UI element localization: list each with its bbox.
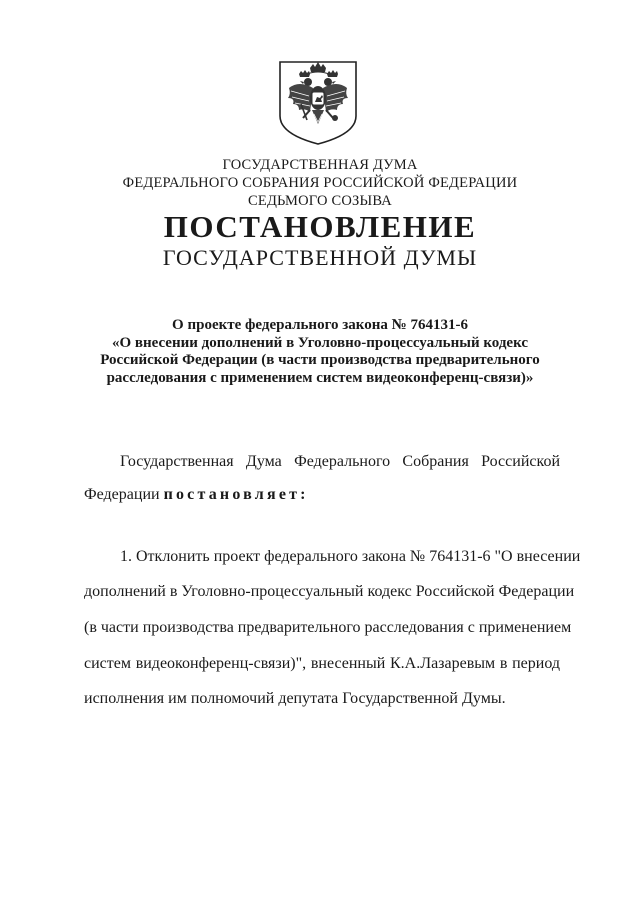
paragraph-line: систем видеоконференц-связи)", внесенный К.А.Лазаревым в период <box>84 655 560 672</box>
document-type-title: ПОСТАНОВЛЕНИЕ <box>163 209 477 244</box>
subject-line: «О внесении дополнений в Уголовно-процессуальный кодекс <box>111 334 529 351</box>
preamble-line-decision <box>84 485 560 505</box>
preamble-line: Государственная Дума Федерального Собрания Российской <box>120 453 560 470</box>
paragraph-line: 1. Отклонить проект федерального закона № 764131-6 "О внесении <box>120 548 581 565</box>
resolution-subject <box>60 317 580 387</box>
subject-line: О проекте федерального закона № 764131-6 <box>172 317 468 333</box>
subject-line: Российской Федерации (в части производства предварительного <box>100 352 540 368</box>
paragraph-line-last: исполнения им полномочий депутата Государственной Думы. <box>84 690 506 707</box>
paragraph-line: (в части производства предварительного расследования с применением <box>84 619 572 636</box>
subject-line: расследования с применением систем видеоконференц-связи)» <box>106 369 534 386</box>
paragraph-line: дополнений в Уголовно-процессуальный кодекс Российской Федерации <box>84 583 575 600</box>
header-line-convocation: СЕДЬМОГО СОЗЫВА <box>248 193 392 209</box>
coat-of-arms-icon <box>277 58 359 146</box>
resolution-verb: постановляет: <box>163 486 309 503</box>
header-line-federal-assembly: ФЕДЕРАЛЬНОГО СОБРАНИЯ РОССИЙСКОЙ ФЕДЕРАЦИИ <box>122 175 518 191</box>
header-line-duma: ГОСУДАРСТВЕННАЯ ДУМА <box>222 157 418 173</box>
document-type-subtitle: ГОСУДАРСТВЕННОЙ ДУМЫ <box>162 245 478 270</box>
preamble-prefix: Федерации <box>84 486 164 503</box>
